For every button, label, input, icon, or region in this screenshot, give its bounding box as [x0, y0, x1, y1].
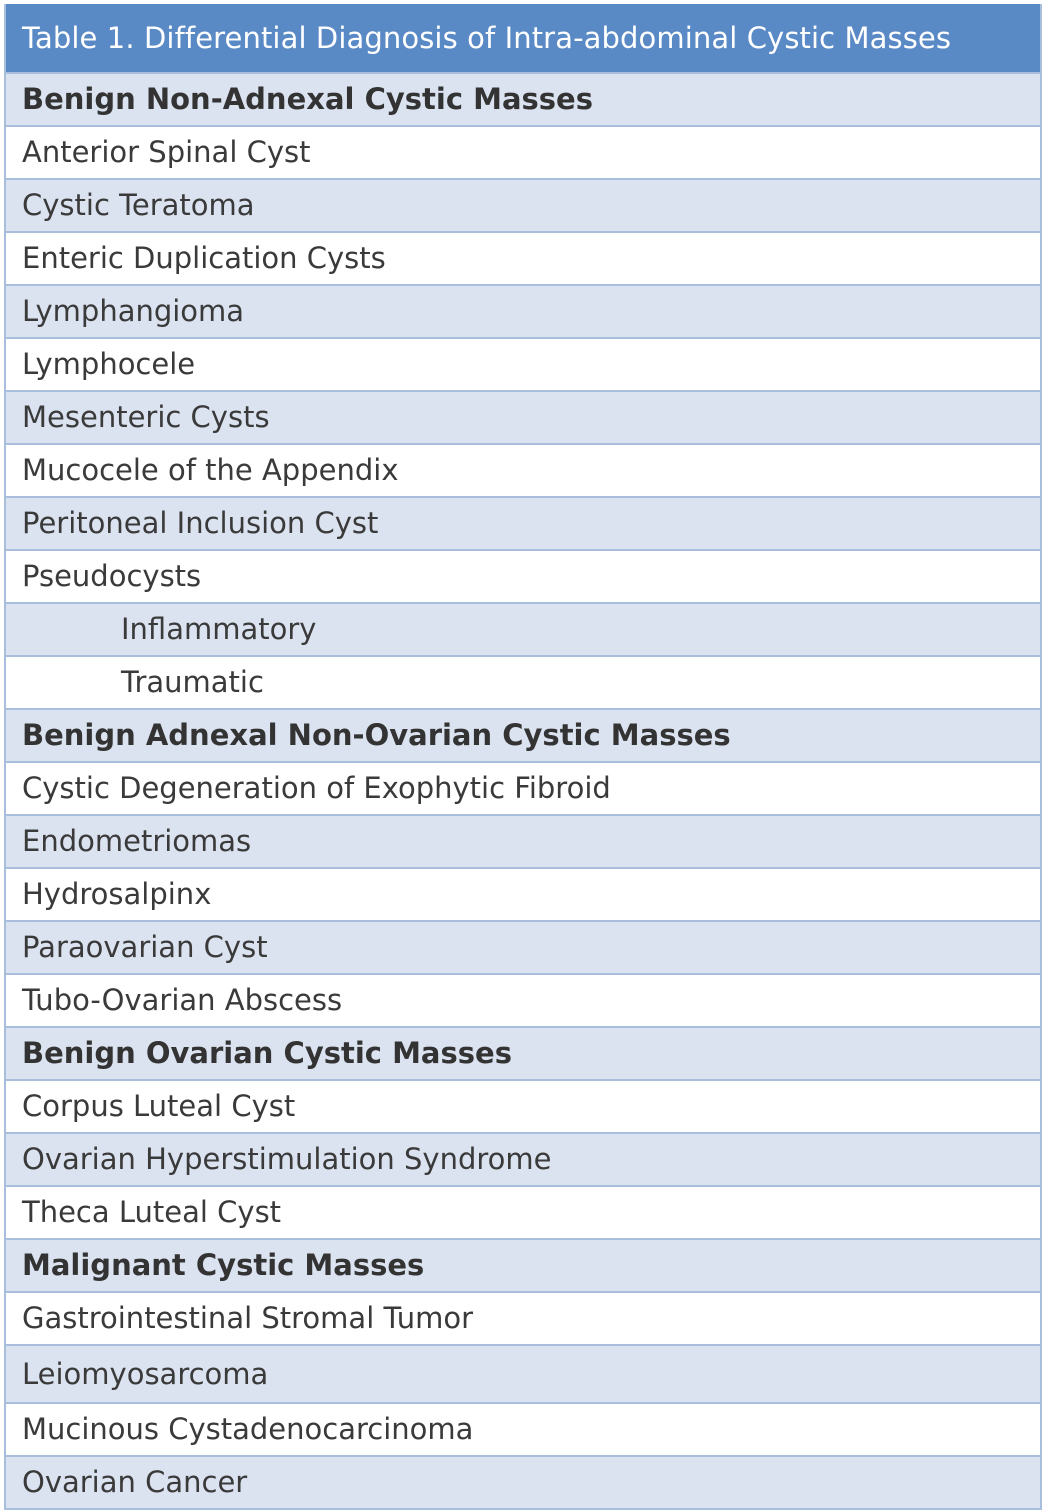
table-row: Endometriomas: [6, 814, 1040, 867]
table-row: Lymphangioma: [6, 284, 1040, 337]
table-row: Lymphocele: [6, 337, 1040, 390]
table-row: Mucocele of the Appendix: [6, 443, 1040, 496]
differential-diagnosis-table: [4, 4, 1042, 1510]
table-row: Paraovarian Cyst: [6, 920, 1040, 973]
table-row: Peritoneal Inclusion Cyst: [6, 496, 1040, 549]
table-row: Cystic Teratoma: [6, 178, 1040, 231]
table-row: Gastrointestinal Stromal Tumor: [6, 1291, 1040, 1344]
table-row: Enteric Duplication Cysts: [6, 231, 1040, 284]
section-header-benign-adnexal-non-ovarian: Benign Adnexal Non-Ovarian Cystic Masses: [6, 708, 1040, 761]
section-header-benign-non-adnexal: Benign Non-Adnexal Cystic Masses: [6, 72, 1040, 125]
table-row: Corpus Luteal Cyst: [6, 1079, 1040, 1132]
section-header-malignant: Malignant Cystic Masses: [6, 1238, 1040, 1291]
table-title: Table 1. Differential Diagnosis of Intra-abdominal Cystic Masses: [6, 4, 1040, 72]
section-header-benign-ovarian: Benign Ovarian Cystic Masses: [6, 1026, 1040, 1079]
table-row: Ovarian Hyperstimulation Syndrome: [6, 1132, 1040, 1185]
table-row: Theca Luteal Cyst: [6, 1185, 1040, 1238]
table-row: Leiomyosarcoma: [6, 1344, 1040, 1402]
table-row: Anterior Spinal Cyst: [6, 125, 1040, 178]
table-subrow: Inflammatory: [6, 602, 1040, 655]
table-row: Ovarian Cancer: [6, 1455, 1040, 1508]
table-row: Hydrosalpinx: [6, 867, 1040, 920]
table-row: Mesenteric Cysts: [6, 390, 1040, 443]
table-row: Tubo-Ovarian Abscess: [6, 973, 1040, 1026]
table-row: Mucinous Cystadenocarcinoma: [6, 1402, 1040, 1455]
table-row: Pseudocysts: [6, 549, 1040, 602]
table-row: Cystic Degeneration of Exophytic Fibroid: [6, 761, 1040, 814]
table-subrow: Traumatic: [6, 655, 1040, 708]
